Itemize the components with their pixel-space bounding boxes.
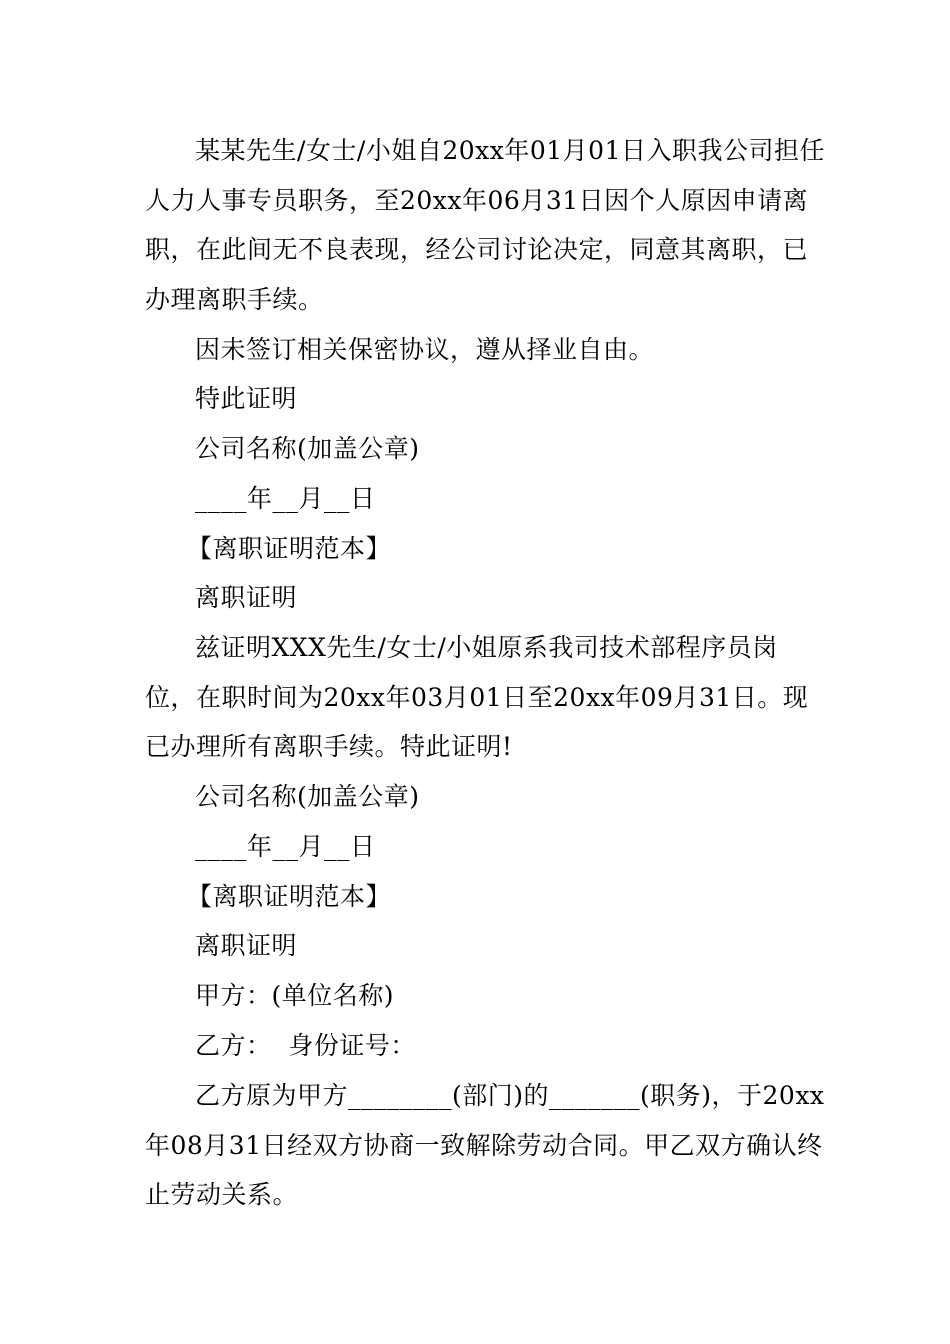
paragraph-hereby-certify: 特此证明 [195, 384, 298, 413]
section-title-certificate: 离职证明 [195, 583, 298, 612]
section-heading-template: 【离职证明范本】 [187, 534, 392, 563]
section-heading-template-2: 【离职证明范本】 [187, 882, 392, 911]
company-seal-line: 公司名称(加盖公章) [195, 434, 420, 463]
party-b-line: 乙方： 身份证号： [195, 1031, 416, 1060]
company-seal-line-2: 公司名称(加盖公章) [195, 782, 420, 811]
paragraph-employment-proof: 兹证明XXX先生/女士/小姐原系我司技术部程序员岗位，在职时间为20xx年03月01日至20xx年09月31日。现已办理所有离职手续。特此证明! [145, 633, 809, 762]
paragraph-confidentiality-note: 因未签订相关保密协议，遵从择业自由。 [195, 335, 655, 364]
party-a-line: 甲方：(单位名称) [195, 981, 395, 1010]
date-line: ____年__月__日 [195, 484, 376, 513]
paragraph-resignation-statement: 某某先生/女士/小姐自20xx年01月01日入职我公司担任人力人事专员职务，至20xx年06月31日因个人原因申请离职，在此间无不良表现，经公司讨论决定，同意其离职，已办理离职手续。 [145, 136, 825, 314]
paragraph-contract-termination: 乙方原为甲方________(部门)的_______(职务)，于20xx年08月31日经双方协商一致解除劳动合同。甲乙双方确认终止劳动关系。 [145, 1081, 825, 1210]
date-line-2: ____年__月__日 [195, 832, 376, 861]
section-title-certificate-2: 离职证明 [195, 931, 298, 960]
